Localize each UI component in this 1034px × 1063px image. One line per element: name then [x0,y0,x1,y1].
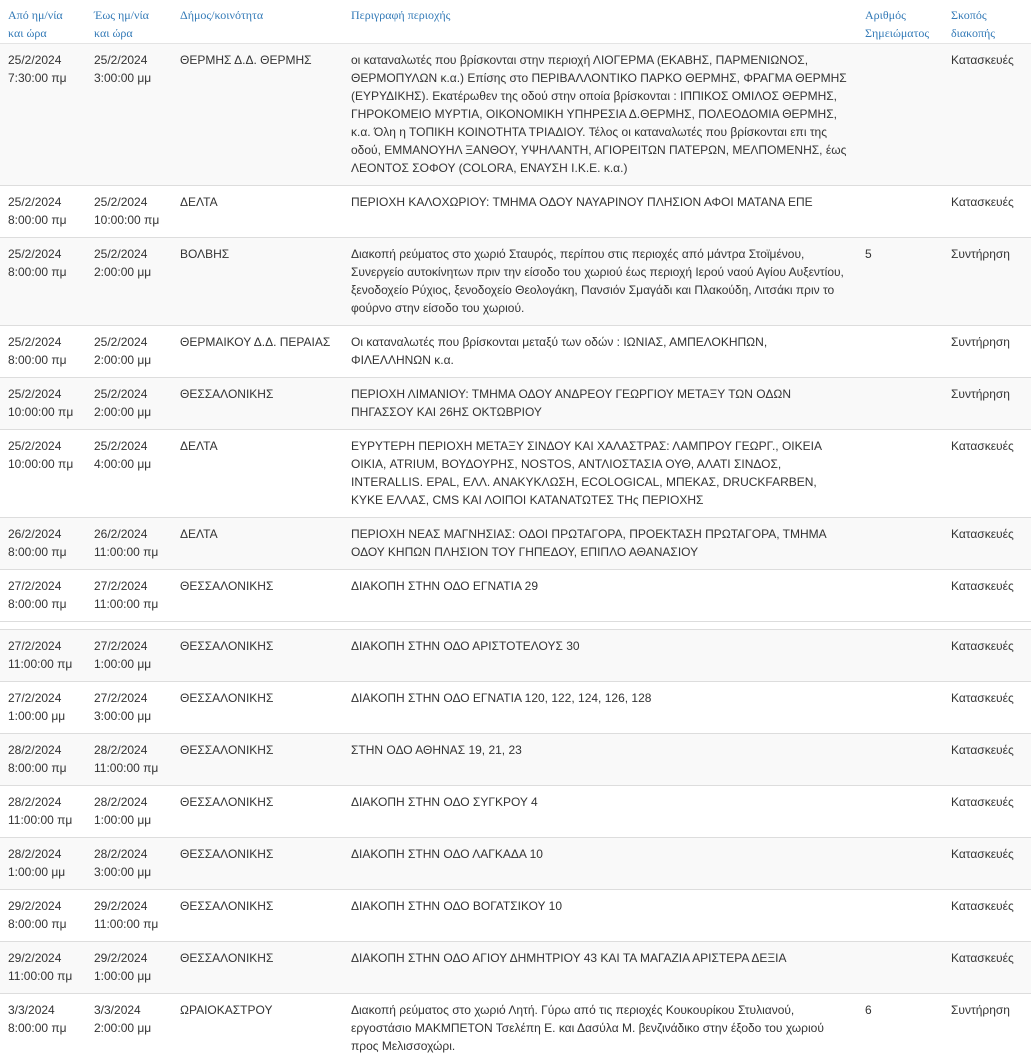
cell-description [343,43,857,185]
cell-to-to-time: 2:00:00 μμ [94,264,152,279]
cell-number [857,681,943,733]
cell-purpose [943,569,1031,621]
cell-municipality [172,785,343,837]
cell-to-to-time: 2:00:00 μμ [94,352,152,367]
cell-from-from-time: 8:00:00 πμ [8,1020,67,1035]
cell-number [857,993,943,1063]
cell-to [86,837,172,889]
cell-purpose [943,517,1031,569]
cell-from-from-date: 27/2/2024 [8,638,62,653]
cell-to-to-date: 26/2/2024 [94,526,148,541]
cell-number [857,429,943,517]
cell-description-description: ΠΕΡΙΟΧΗ ΛΙΜΑΝΙΟΥ: ΤΜΗΜΑ ΟΔΟΥ ΑΝΔΡΕΟΥ ΓΕΩΡΓΙΟΥ ΜΕΤΑΞΥ ΤΩΝ ΟΔΩΝ ΠΗΓΑΣΣΟΥ ΚΑΙ 26ΗΣ ΟΚΤΩΒΡΙΟΥ [351,386,792,419]
cell-from-from-date: 3/3/2024 [8,1002,55,1017]
cell-purpose [943,837,1031,889]
cell-description-description: ΔΙΑΚΟΠΗ ΣΤΗΝ ΟΔΟ ΑΡΙΣΤΟΤΕΛΟΥΣ 30 [351,638,580,653]
cell-to [86,941,172,993]
cell-from [0,185,86,237]
table-row [0,681,1031,733]
cell-from-from-time: 8:00:00 πμ [8,760,67,775]
cell-number [857,785,943,837]
cell-from [0,43,86,185]
cell-description [343,889,857,941]
cell-to-to-time: 1:00:00 μμ [94,656,152,671]
cell-number [857,237,943,325]
cell-purpose [943,889,1031,941]
cell-from [0,889,86,941]
header-from: Από ημ/νία και ώρα [0,0,86,43]
cell-number-number: 5 [865,246,872,261]
cell-municipality-municipality: ΘΕΣΣΑΛΟΝΙΚΗΣ [180,846,274,861]
cell-purpose-purpose: Κατασκευές [951,794,1014,809]
cell-municipality [172,517,343,569]
cell-purpose-purpose: Κατασκευές [951,526,1014,541]
cell-number [857,889,943,941]
cell-to [86,43,172,185]
table-body [0,43,1031,1063]
cell-from-from-time: 8:00:00 πμ [8,544,67,559]
cell-to-to-date: 27/2/2024 [94,578,148,593]
cell-number [857,837,943,889]
cell-from [0,517,86,569]
cell-from-from-date: 25/2/2024 [8,194,62,209]
cell-municipality [172,43,343,185]
header-number: Αριθμός Σημειώματος [857,0,943,43]
cell-description-description: Διακοπή ρεύματος στο χωριό Σταυρός, περίπου στις περιοχές από μάντρα Στοϊμένου, Συνεργείο αυτοκίνητων πριν την είσοδο του χωριού έως περιοχή Ιερού ναού Αγίου Αυξεντίου, ξενοδοχείο Ρύχιος, ξενοδοχείο Θεολογάκη, Πανσιόν Σμαγάδι και Πλακούδη, Λιτσάκι πριν το φούρνο στην είσοδο του χωριού. [351,246,844,315]
cell-to [86,185,172,237]
cell-number [857,569,943,621]
cell-purpose-purpose: Κατασκευές [951,950,1014,965]
cell-number [857,629,943,681]
cell-to-to-time: 11:00:00 πμ [94,760,159,775]
table-row [0,429,1031,517]
cell-from [0,837,86,889]
cell-municipality-municipality: ΩΡΑΙΟΚΑΣΤΡΟΥ [180,1002,273,1017]
cell-number-number: 6 [865,1002,872,1017]
cell-purpose [943,43,1031,185]
cell-municipality [172,237,343,325]
header-purpose: Σκοπός διακοπής [943,0,1031,43]
cell-from [0,429,86,517]
header-municipality: Δήμος/κοινότητα [172,0,343,43]
table-row [0,837,1031,889]
cell-from-from-time: 8:00:00 πμ [8,264,67,279]
cell-municipality-municipality: ΘΕΣΣΑΛΟΝΙΚΗΣ [180,386,274,401]
cell-to [86,325,172,377]
cell-number [857,185,943,237]
cell-from-from-date: 25/2/2024 [8,52,62,67]
cell-municipality-municipality: ΘΕΣΣΑΛΟΝΙΚΗΣ [180,794,274,809]
cell-to [86,517,172,569]
cell-to [86,733,172,785]
table-row [0,237,1031,325]
cell-to [86,377,172,429]
cell-from-from-time: 1:00:00 μμ [8,864,66,879]
table-row [0,43,1031,185]
cell-from-from-time: 8:00:00 πμ [8,916,67,931]
cell-to-to-time: 2:00:00 μμ [94,404,152,419]
cell-from-from-date: 25/2/2024 [8,386,62,401]
cell-from [0,785,86,837]
cell-to-to-time: 3:00:00 μμ [94,70,152,85]
cell-from-from-date: 28/2/2024 [8,794,62,809]
table-row [0,185,1031,237]
cell-description-description: ΠΕΡΙΟΧΗ ΚΑΛΟΧΩΡΙΟΥ: ΤΜΗΜΑ ΟΔΟΥ ΝΑΥΑΡΙΝΟΥ ΠΛΗΣΙΟΝ ΑΦΟΙ ΜΑΤΑΝΑ ΕΠΕ [351,194,813,209]
cell-purpose-purpose: Κατασκευές [951,52,1014,67]
cell-purpose [943,377,1031,429]
header-row [0,0,1031,43]
cell-municipality-municipality: ΘΕΣΣΑΛΟΝΙΚΗΣ [180,638,274,653]
cell-from-from-time: 7:30:00 πμ [8,70,67,85]
cell-from [0,377,86,429]
cell-municipality-municipality: ΘΕΣΣΑΛΟΝΙΚΗΣ [180,898,274,913]
row-separator [0,621,1031,629]
cell-from-from-time: 11:00:00 πμ [8,656,73,671]
cell-description-description: ΠΕΡΙΟΧΗ ΝΕΑΣ ΜΑΓΝΗΣΙΑΣ: ΟΔΟΙ ΠΡΩΤΑΓΟΡΑ, ΠΡΟΕΚΤΑΣΗ ΠΡΩΤΑΓΟΡΑ, ΤΜΗΜΑ ΟΔΟΥ ΚΗΠΩΝ ΠΛΗΣΙΟΝ ΤΟΥ ΓΗΠΕΔΟΥ, ΕΠΙΠΛΟ ΑΘΑΝΑΣΙΟΥ [351,526,827,559]
cell-to-to-time: 11:00:00 πμ [94,596,159,611]
cell-from [0,681,86,733]
cell-from [0,325,86,377]
table-header [0,0,1031,43]
cell-municipality [172,569,343,621]
cell-municipality [172,377,343,429]
cell-municipality-municipality: ΘΕΡΜΑΙΚΟΥ Δ.Δ. ΠΕΡΑΙΑΣ [180,334,331,349]
cell-municipality [172,837,343,889]
cell-municipality-municipality: ΘΕΡΜΗΣ Δ.Δ. ΘΕΡΜΗΣ [180,52,312,67]
cell-municipality [172,733,343,785]
cell-from-from-time: 11:00:00 πμ [8,968,73,983]
cell-from [0,993,86,1063]
cell-description [343,733,857,785]
cell-description-description: ΣΤΗΝ ΟΔΟ ΑΘΗΝΑΣ 19, 21, 23 [351,742,522,757]
cell-to-to-time: 3:00:00 μμ [94,864,152,879]
cell-municipality-municipality: ΘΕΣΣΑΛΟΝΙΚΗΣ [180,578,274,593]
cell-from-from-date: 27/2/2024 [8,690,62,705]
cell-to-to-date: 28/2/2024 [94,846,148,861]
cell-to-to-date: 25/2/2024 [94,334,148,349]
header-to: Έως ημ/νία και ώρα [86,0,172,43]
cell-description [343,681,857,733]
cell-description [343,993,857,1063]
cell-from [0,237,86,325]
cell-to-to-time: 1:00:00 μμ [94,968,152,983]
cell-municipality-municipality: ΔΕΛΤΑ [180,438,218,453]
cell-description-description: οι καταναλωτές που βρίσκονται στην περιοχή ΛΙΟΓΕΡΜΑ (ΕΚΑΒΗΣ, ΠΑΡΜΕΝΙΩΝΟΣ, ΘΕΡΜΟΠΥΛΩΝ κ.α.) Επίσης στο ΠΕΡΙΒΑΛΛΟΝΤΙΚΟ ΠΑΡΚΟ ΘΕΡΜΗΣ, ΦΡΑΓΜΑ ΘΕΡΜΗΣ (ΕΥΡΥΔΙΚΗΣ). Εκατέρωθεν της οδού στην οποία βρίσκονται : ΙΠΠΙΚΟΣ ΟΜΙΛΟΣ ΘΕΡΜΗΣ, ΓΗΡΟΚΟΜΕΙΟ ΜΥΡΤΙΑ, ΟΙΚΟΝΟΜΙΚΗ ΥΠΗΡΕΣΙΑ Δ.ΘΕΡΜΗΣ, ΠΟΛΕΟΔΟΜΙΑ ΘΕΡΜΗΣ, κ.α. Όλη η ΤΟΠΙΚΗ ΚΟΙΝΟΤΗΤΑ ΤΡΙΑΔΙΟΥ. Τέλος οι καταναλωτές που βρίσκονται επι της οδού, ΕΜΜΑΝΟΥΗΛ ΞΑΝΘΟΥ, ΥΨΗΛΑΝΤΗ, ΑΓΙΟΡΕΙΤΩΝ ΠΑΤΕΡΩΝ, ΜΕΛΠΟΜΕΝΗΣ, έως ΛΕΟΝΤΟΣ ΣΟΦΟΥ (COLORA, ΕΝΑΥΣΗ Ι.Κ.Ε. κ.α.) [351,52,847,175]
cell-to-to-date: 3/3/2024 [94,1002,141,1017]
cell-number [857,517,943,569]
cell-municipality-municipality: ΘΕΣΣΑΛΟΝΙΚΗΣ [180,742,274,757]
cell-number [857,733,943,785]
cell-number [857,941,943,993]
cell-purpose [943,629,1031,681]
cell-from-from-date: 28/2/2024 [8,846,62,861]
cell-municipality [172,429,343,517]
cell-purpose-purpose: Συντήρηση [951,246,1010,261]
cell-to-to-date: 27/2/2024 [94,690,148,705]
cell-purpose-purpose: Κατασκευές [951,690,1014,705]
cell-to-to-time: 11:00:00 πμ [94,916,159,931]
cell-from-from-date: 25/2/2024 [8,438,62,453]
cell-description [343,185,857,237]
cell-municipality-municipality: ΒΟΛΒΗΣ [180,246,230,261]
cell-from-from-time: 11:00:00 πμ [8,812,73,827]
cell-purpose-purpose: Κατασκευές [951,194,1014,209]
cell-description [343,785,857,837]
cell-description [343,325,857,377]
cell-municipality [172,185,343,237]
cell-from-from-time: 1:00:00 μμ [8,708,66,723]
cell-purpose [943,941,1031,993]
cell-from [0,733,86,785]
cell-from-from-time: 10:00:00 πμ [8,404,74,419]
cell-description [343,377,857,429]
cell-description [343,517,857,569]
cell-description-description: ΔΙΑΚΟΠΗ ΣΤΗΝ ΟΔΟ ΛΑΓΚΑΔΑ 10 [351,846,543,861]
cell-from-from-date: 29/2/2024 [8,898,62,913]
cell-purpose [943,785,1031,837]
cell-purpose-purpose: Κατασκευές [951,578,1014,593]
cell-purpose [943,681,1031,733]
cell-description [343,429,857,517]
cell-to-to-date: 25/2/2024 [94,194,148,209]
cell-to-to-time: 4:00:00 μμ [94,456,152,471]
cell-from-from-time: 10:00:00 πμ [8,456,74,471]
cell-municipality [172,681,343,733]
table-row [0,941,1031,993]
cell-description-description: ΔΙΑΚΟΠΗ ΣΤΗΝ ΟΔΟ ΕΓΝΑΤΙΑ 120, 122, 124, 126, 128 [351,690,652,705]
cell-purpose [943,325,1031,377]
cell-from-from-date: 25/2/2024 [8,246,62,261]
cell-to-to-time: 1:00:00 μμ [94,812,152,827]
cell-description-description: Διακοπή ρεύματος στο χωριό Λητή. Γύρω από τις περιοχές Κουκουρίκου Στυλιανού, εργοστάσιο ΜΑΚΜΠΕΤΟΝ Τσελέπη Ε. και Δασύλα Μ. βενζινάδικο στην έξοδο του χωριού προς Μελισσοχώρι. [351,1002,824,1053]
cell-to [86,237,172,325]
cell-purpose-purpose: Συντήρηση [951,1002,1010,1017]
row-separator-cell [0,621,1031,629]
cell-to-to-date: 25/2/2024 [94,52,148,67]
cell-to-to-date: 29/2/2024 [94,898,148,913]
cell-purpose [943,733,1031,785]
cell-description [343,237,857,325]
cell-description-description: Οι καταναλωτές που βρίσκονται μεταξύ των οδών : ΙΩΝΙΑΣ, ΑΜΠΕΛΟΚΗΠΩΝ, ΦΙΛΕΛΛΗΝΩΝ κ.α. [351,334,768,367]
cell-to [86,993,172,1063]
cell-municipality [172,993,343,1063]
cell-municipality [172,325,343,377]
table-row [0,377,1031,429]
cell-from-from-date: 28/2/2024 [8,742,62,757]
cell-description [343,941,857,993]
cell-to-to-date: 28/2/2024 [94,742,148,757]
cell-description [343,629,857,681]
cell-municipality-municipality: ΘΕΣΣΑΛΟΝΙΚΗΣ [180,690,274,705]
cell-to-to-time: 3:00:00 μμ [94,708,152,723]
table-row [0,993,1031,1063]
cell-purpose-purpose: Κατασκευές [951,742,1014,757]
cell-purpose-purpose: Συντήρηση [951,386,1010,401]
cell-description-description: ΕΥΡΥΤΕΡΗ ΠΕΡΙΟΧΗ ΜΕΤΑΞΥ ΣΙΝΔΟΥ ΚΑΙ ΧΑΛΑΣΤΡΑΣ: ΛΑΜΠΡΟΥ ΓΕΩΡΓ., ΟΙΚΕΙΑ ΟΙΚΙΑ, ATRIUM, ΒΟΥΔΟΥΡΗΣ, NOSTOS, ΑΝΤΛΙΟΣΤΑΣΙΑ ΟΥΘ, ΑΛΑΤΙ ΣΙΝΔΟΣ, INTERALLIS. EPAL, ΕΛΛ. ΑΝΑΚΥΚΛΩΣΗ, ECOLOGICAL, ΜΠΕΚΑΣ, DRUCKFARBEN, ΚΥΚΕ ΕΛΛΑΣ, CMS ΚΑΙ ΛΟΙΠΟΙ ΚΑΤΑΝΑΤΩΤΕΣ ΤΗς ΠΕΡΙΟΧΗΣ [351,438,822,507]
cell-to-to-date: 28/2/2024 [94,794,148,809]
cell-from [0,629,86,681]
cell-purpose [943,185,1031,237]
cell-to [86,569,172,621]
cell-to [86,681,172,733]
cell-to-to-date: 25/2/2024 [94,438,148,453]
cell-description-description: ΔΙΑΚΟΠΗ ΣΤΗΝ ΟΔΟ ΣΥΓΚΡΟΥ 4 [351,794,538,809]
cell-description-description: ΔΙΑΚΟΠΗ ΣΤΗΝ ΟΔΟ ΕΓΝΑΤΙΑ 29 [351,578,538,593]
cell-from-from-date: 25/2/2024 [8,334,62,349]
table-row [0,733,1031,785]
cell-purpose-purpose: Κατασκευές [951,898,1014,913]
cell-description [343,837,857,889]
cell-to [86,629,172,681]
cell-from [0,941,86,993]
cell-purpose-purpose: Κατασκευές [951,438,1014,453]
cell-purpose [943,237,1031,325]
cell-description-description: ΔΙΑΚΟΠΗ ΣΤΗΝ ΟΔΟ ΑΓΙΟΥ ΔΗΜΗΤΡΙΟΥ 43 ΚΑΙ ΤΑ ΜΑΓΑΖΙΑ ΑΡΙΣΤΕΡΑ ΔΕΞΙΑ [351,950,787,965]
cell-from [0,569,86,621]
cell-municipality [172,941,343,993]
cell-number [857,43,943,185]
cell-from-from-date: 29/2/2024 [8,950,62,965]
cell-municipality-municipality: ΔΕΛΤΑ [180,194,218,209]
cell-to-to-date: 25/2/2024 [94,386,148,401]
cell-purpose [943,429,1031,517]
cell-from-from-time: 8:00:00 πμ [8,596,67,611]
cell-description [343,569,857,621]
cell-to-to-time: 2:00:00 μμ [94,1020,152,1035]
cell-number [857,377,943,429]
cell-from-from-date: 27/2/2024 [8,578,62,593]
cell-purpose-purpose: Κατασκευές [951,846,1014,861]
cell-from-from-time: 8:00:00 πμ [8,352,67,367]
cell-municipality [172,889,343,941]
cell-description-description: ΔΙΑΚΟΠΗ ΣΤΗΝ ΟΔΟ ΒΟΓΑΤΣΙΚΟΥ 10 [351,898,563,913]
cell-to-to-time: 10:00:00 πμ [94,212,160,227]
cell-purpose-purpose: Κατασκευές [951,638,1014,653]
cell-number [857,325,943,377]
cell-to [86,429,172,517]
cell-from-from-date: 26/2/2024 [8,526,62,541]
cell-municipality-municipality: ΔΕΛΤΑ [180,526,218,541]
table-row [0,325,1031,377]
cell-purpose-purpose: Συντήρηση [951,334,1010,349]
header-description: Περιγραφή περιοχής [343,0,857,43]
cell-municipality [172,629,343,681]
table-row [0,889,1031,941]
cell-to-to-date: 25/2/2024 [94,246,148,261]
table-row [0,629,1031,681]
cell-to [86,785,172,837]
cell-to-to-time: 11:00:00 πμ [94,544,159,559]
cell-to-to-date: 27/2/2024 [94,638,148,653]
cell-to-to-date: 29/2/2024 [94,950,148,965]
table-row [0,569,1031,621]
cell-municipality-municipality: ΘΕΣΣΑΛΟΝΙΚΗΣ [180,950,274,965]
cell-purpose [943,993,1031,1063]
table-row [0,785,1031,837]
table-row [0,517,1031,569]
cell-from-from-time: 8:00:00 πμ [8,212,67,227]
cell-to [86,889,172,941]
